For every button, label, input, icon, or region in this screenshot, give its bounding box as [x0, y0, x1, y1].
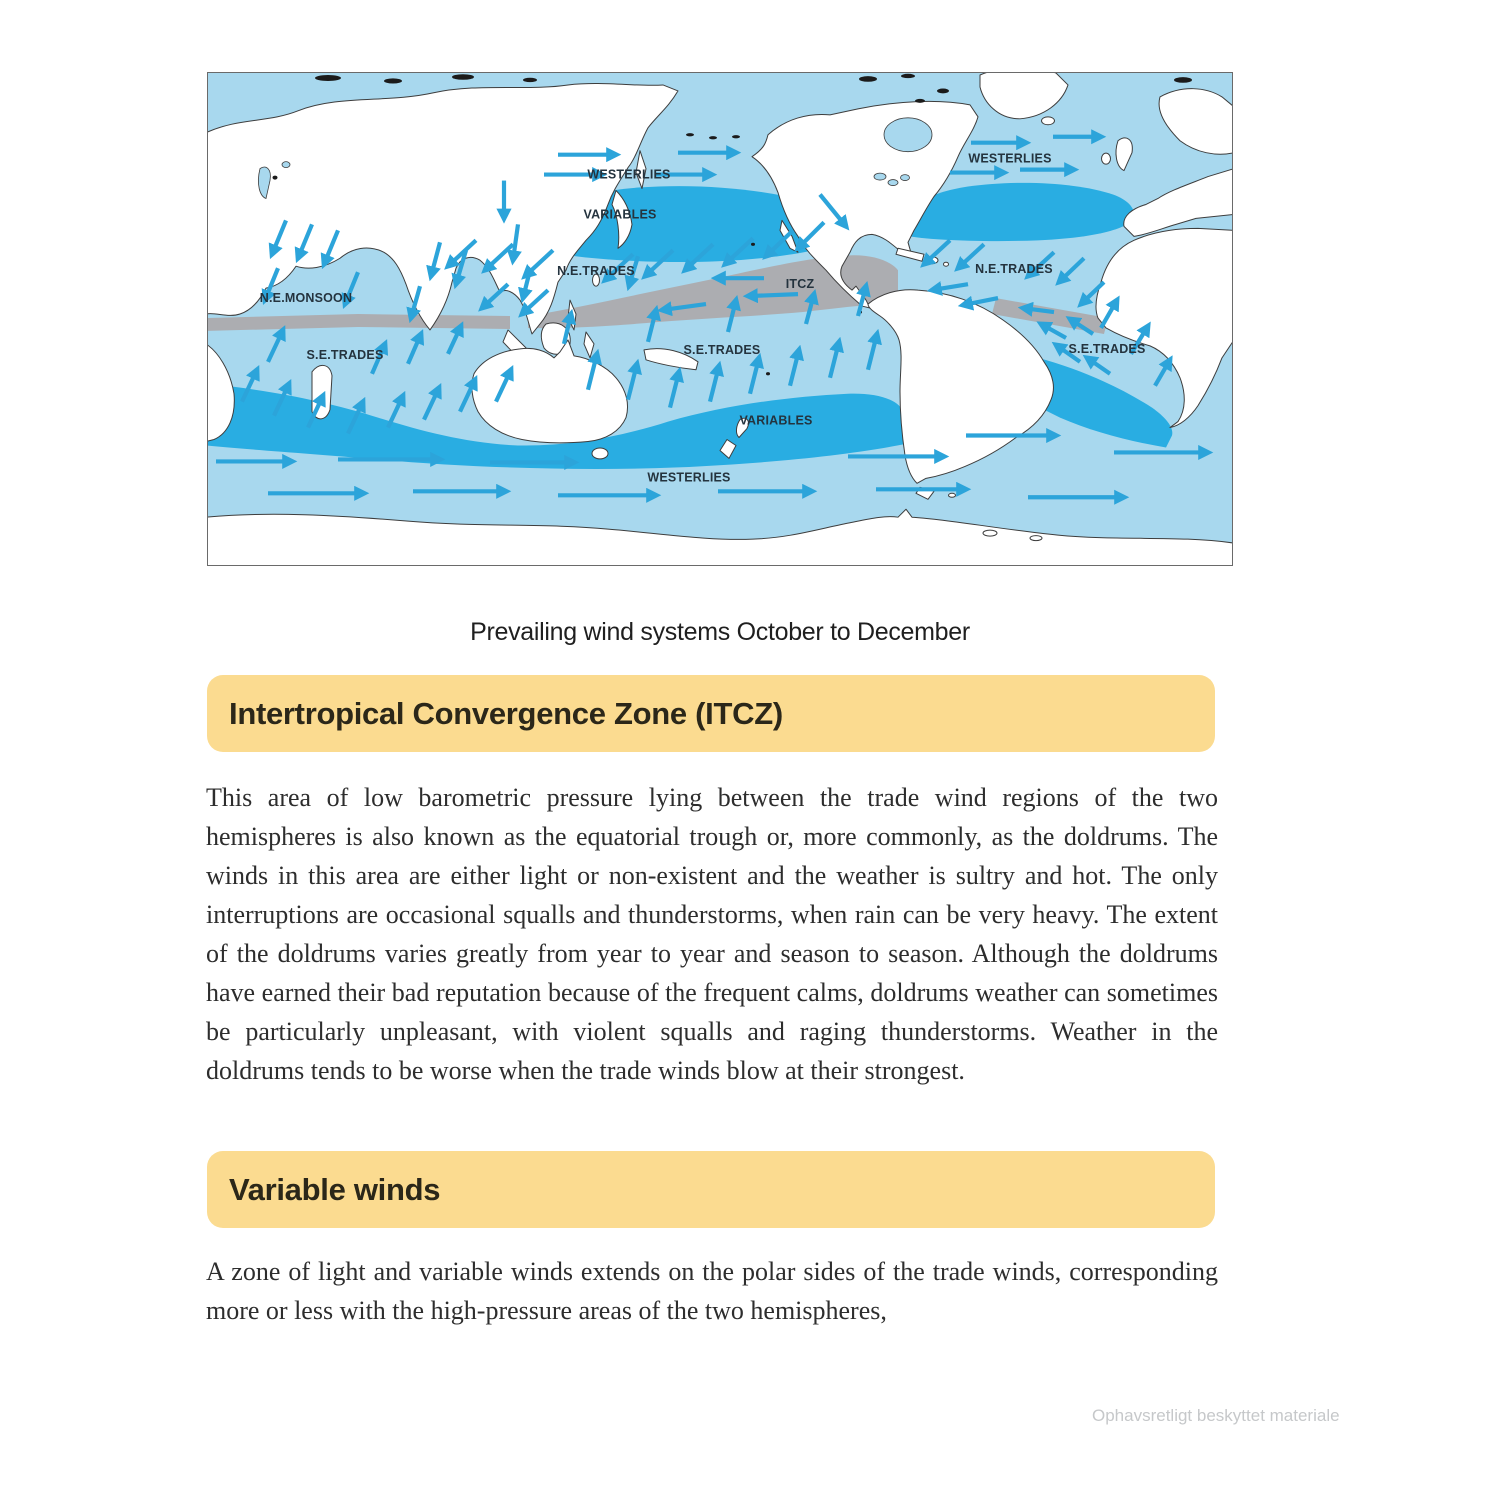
- section-heading-itcz-text: Intertropical Convergence Zone (ITCZ): [229, 695, 783, 731]
- label-westerlies-north-atlantic: WESTERLIES: [968, 151, 1052, 166]
- label-variables-south: VARIABLES: [739, 413, 813, 428]
- section-heading-variable-winds: [207, 1151, 1215, 1228]
- label-se-trades-pacific: S.E.TRADES: [683, 342, 761, 357]
- label-ne-trades-pacific: N.E.TRADES: [557, 264, 635, 279]
- copyright-watermark: Ophavsretligt beskyttet materiale: [1092, 1406, 1340, 1425]
- label-westerlies-south: WESTERLIES: [647, 470, 731, 485]
- wind-map-figure: [207, 72, 1233, 566]
- label-se-trades-indian: S.E.TRADES: [306, 347, 384, 362]
- iceland: [1042, 117, 1055, 125]
- hudson-bay: [884, 118, 932, 152]
- itcz-paragraph: This area of low barometric pressure lying between the trade wind regions of the two hemispheres is also known as the equatorial trough or, more commonly, as the doldrums. The winds in this area are either light or non-existent and the weather is sultry and hot. The only interruptions are occasional squalls and thunderstorms, when rain can be very heavy. The extent of the doldrums varies greatly from year to year and season to season. Although the doldrums have earned their bad reputation because of the frequent calms, doldrums weather can sometimes be particularly unpleasant, with violent squalls and raging thunderstorms. Weather in the doldrums tends to be worse when the trade winds blow at their strongest.: [206, 783, 1218, 1085]
- label-se-trades-atlantic: S.E.TRADES: [1068, 341, 1146, 356]
- variable-winds-paragraph: A zone of light and variable winds extends on the polar sides of the trade winds, corresponding more or less with the high-pressure areas of the two hemispheres,: [206, 1257, 1218, 1325]
- label-ne-trades-atlantic: N.E.TRADES: [975, 262, 1053, 277]
- section-heading-variable-winds-text: Variable winds: [229, 1171, 441, 1207]
- section-heading-itcz: [207, 675, 1215, 752]
- tasmania: [592, 448, 608, 459]
- label-variables-north-pacific: VARIABLES: [583, 207, 657, 222]
- figure-caption: Prevailing wind systems October to December: [470, 618, 970, 646]
- world-wind-map: [208, 73, 1232, 565]
- label-westerlies-north-pacific: WESTERLIES: [587, 167, 671, 182]
- label-itcz: ITCZ: [785, 277, 815, 292]
- label-ne-monsoon: N.E.MONSOON: [259, 291, 353, 306]
